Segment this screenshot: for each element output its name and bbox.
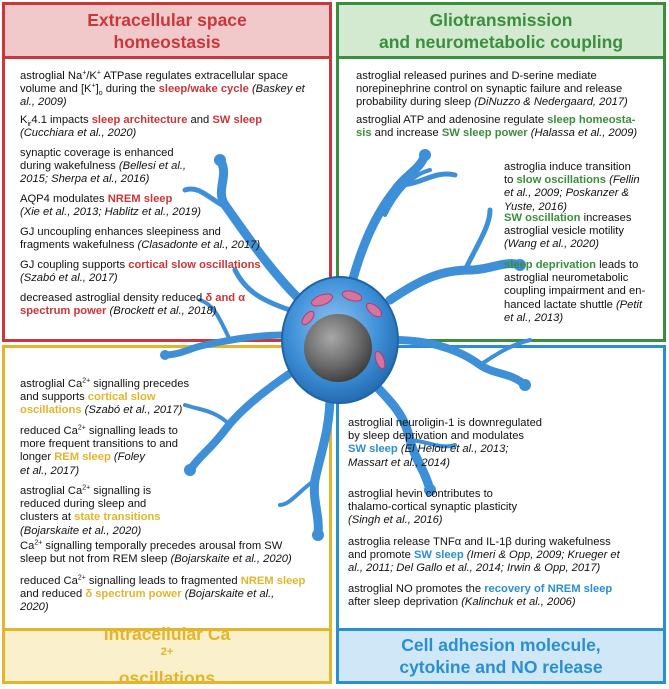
citation: 2015; Sherpa et al., 2016) — [20, 173, 150, 186]
entry-line — [20, 465, 178, 478]
finding-entry — [348, 488, 517, 528]
text-run: increases — [580, 212, 632, 224]
entry-line — [20, 96, 305, 109]
text-run: ATPase regulates extracellular space — [100, 70, 288, 82]
highlight-term: sleep deprivation — [504, 259, 597, 271]
finding-entry — [348, 417, 542, 470]
entry-line — [504, 238, 631, 251]
highlight-term: SW oscillation — [504, 212, 581, 224]
text-run: oscillations — [118, 668, 216, 688]
entry-line — [20, 378, 189, 391]
entry-line — [348, 443, 542, 456]
text-run: signalling temporally precedes arousal from SW — [42, 540, 283, 552]
entry-line — [20, 438, 178, 451]
entry-line — [504, 285, 645, 298]
finding-entry — [504, 161, 640, 214]
finding-entry — [20, 485, 161, 538]
entry-line — [356, 96, 628, 109]
entry-line — [20, 391, 189, 404]
finding-entry — [348, 536, 620, 576]
process — [480, 340, 530, 365]
entry-line — [20, 226, 260, 239]
citation: et al., 2017) — [20, 464, 80, 477]
text-run: 4.1 impacts — [31, 114, 92, 126]
citation: al., 2011; Del Gallo et al., 2014; Irwin & Opp, 2017) — [348, 562, 601, 575]
text-run: signalling leads to — [85, 425, 178, 437]
entry-line — [20, 173, 186, 186]
entry-line — [348, 562, 620, 575]
entry-line — [20, 292, 245, 305]
highlight-term: slow oscillations — [516, 174, 606, 187]
text-run: reduced during sleep and — [20, 498, 147, 511]
branch-tip — [312, 529, 324, 541]
entry-line — [504, 299, 645, 312]
text-run: sleep but not from REM sleep — [20, 553, 171, 566]
entry-line — [20, 601, 305, 614]
title-line: cytokine and NO release — [399, 657, 603, 677]
entry-line — [504, 225, 631, 238]
text-run: astroglial released purines and D-serine mediate — [356, 70, 597, 82]
entry-line — [356, 70, 628, 83]
finding-entry — [20, 147, 186, 187]
branch-tip — [160, 350, 170, 360]
entry-line — [20, 160, 186, 173]
entry-line — [348, 583, 612, 596]
citation: (Imeri & Opp, 2009; Krueger et — [466, 549, 620, 562]
entry-line — [20, 83, 305, 96]
text-run: astroglial Na — [20, 70, 83, 82]
finding-entry — [504, 259, 645, 325]
entry-line — [348, 514, 517, 527]
entry-line — [20, 206, 201, 219]
entry-line — [504, 272, 645, 285]
title-line: Cell adhesion molecule, — [401, 635, 601, 655]
process — [390, 264, 520, 300]
citation: et al., 2009; Poskanzer & — [504, 187, 630, 200]
citation: (Halassa et al., 2009) — [530, 127, 638, 140]
title-line: Extracellular space — [87, 9, 247, 30]
highlight-term: cortical slow — [87, 391, 156, 404]
entry-line — [348, 488, 517, 501]
highlight-term: recovery of NREM sleep — [484, 583, 613, 595]
finding-entry — [20, 70, 305, 110]
finding-entry — [20, 259, 261, 285]
entry-line — [348, 417, 542, 430]
text-run: GJ coupling supports — [20, 259, 129, 271]
text-run: clusters at — [20, 511, 75, 524]
text-run: astroglial vesicle motility — [504, 225, 624, 238]
text-run: ir — [27, 121, 32, 129]
title-line: and neurometabolic coupling — [378, 31, 624, 52]
process — [190, 370, 295, 470]
entry-line — [20, 575, 305, 588]
entry-line — [20, 239, 260, 252]
text-run: + — [82, 69, 87, 77]
finding-entry — [20, 575, 305, 615]
entry-line — [348, 457, 542, 470]
text-run: to — [504, 174, 517, 187]
citation: (Szabó et al., 2017) — [84, 404, 183, 417]
finding-entry — [356, 70, 628, 110]
citation: al., 2009) — [20, 96, 67, 109]
text-run: by sleep deprivation and modulates — [348, 430, 525, 443]
finding-entry — [356, 114, 637, 140]
highlight-term: oscillations — [20, 404, 82, 417]
citation: (Petit — [615, 298, 643, 311]
entry-line — [348, 430, 542, 443]
entry-line — [348, 549, 620, 562]
highlight-term: SW sleep — [413, 549, 464, 562]
process — [314, 395, 330, 535]
text-run: Ca — [20, 540, 35, 552]
title-line: Gliotransmission — [429, 9, 573, 30]
entry-line — [348, 536, 620, 549]
text-run: norepinephrine control on synaptic failure and release — [356, 83, 623, 96]
text-run: after sleep deprivation — [348, 596, 462, 609]
text-run: and reduced — [20, 588, 86, 601]
citation: Massart et al., 2014) — [348, 456, 450, 469]
highlight-term: spectrum power — [20, 305, 107, 318]
text-run: reduced Ca — [20, 575, 78, 587]
text-run: 2+ — [77, 574, 86, 582]
citation: (Bojarskaite et al., 2020) — [170, 553, 292, 566]
citation: (Clasadonte et al., 2017) — [137, 239, 261, 252]
text-run: leads to — [596, 259, 639, 271]
highlight-term: δ spectrum power — [85, 588, 182, 601]
text-run: AQP4 modulates — [20, 193, 108, 205]
text-run: volume and [K — [20, 83, 92, 96]
entry-line — [20, 70, 305, 83]
highlight-term: NREM sleep — [107, 193, 173, 205]
text-run: astroglial neurometabolic — [504, 272, 629, 285]
citation: Yuste, 2016) — [504, 200, 568, 213]
title-line: homeostasis — [113, 31, 221, 52]
citation: (Kalinchuk et al., 2006) — [461, 596, 576, 609]
entry-line — [20, 259, 261, 272]
text-run: and promote — [348, 549, 414, 562]
text-run: 2+ — [160, 646, 174, 659]
finding-entry — [20, 114, 262, 140]
text-run: and supports — [20, 391, 88, 404]
text-run: more frequent transitions to and — [20, 438, 178, 451]
citation: (Singh et al., 2016) — [348, 514, 443, 527]
text-run: during the — [102, 83, 159, 96]
entry-line — [504, 161, 640, 174]
citation: 2020) — [20, 601, 49, 614]
highlight-term: sleep architecture — [91, 114, 188, 126]
text-run: decreased astroglial density reduced — [20, 292, 206, 304]
entry-line — [20, 193, 201, 206]
finding-entry — [20, 425, 178, 478]
citation: (Fellin — [609, 174, 640, 187]
text-run: GJ uncoupling enhances sleepiness and — [20, 226, 221, 238]
entry-line — [20, 485, 161, 498]
text-run: astroglial Ca — [20, 485, 83, 497]
entry-line — [356, 127, 637, 140]
branch-tip — [519, 379, 531, 391]
text-run: during wakefulness — [20, 160, 119, 173]
finding-entry — [20, 193, 201, 219]
process — [465, 210, 490, 270]
citation: (Cucchiara et al., 2020) — [20, 127, 137, 140]
highlight-term: REM sleep — [54, 451, 111, 464]
entry-line — [20, 425, 178, 438]
text-run: reduced Ca — [20, 425, 78, 437]
text-run: astroglia release TNFα and IL-1β during wakefulness — [348, 536, 611, 548]
text-run: and — [187, 114, 213, 126]
entry-line — [20, 511, 161, 524]
entry-line — [20, 498, 161, 511]
text-run: K — [20, 114, 28, 126]
entry-line — [20, 305, 245, 318]
text-run: and increase — [371, 127, 442, 140]
citation: (Xie et al., 2013; Hablitz et al., 2019) — [20, 206, 201, 219]
entry-line — [20, 404, 189, 417]
entry-line — [20, 451, 178, 464]
entry-line — [348, 596, 612, 609]
citation: (DiNuzzo & Nedergaard, 2017) — [474, 96, 628, 109]
entry-line — [504, 187, 640, 200]
text-run: astroglial Ca — [20, 378, 83, 390]
citation: (Baskey et — [251, 83, 305, 96]
finding-entry — [20, 226, 260, 252]
text-run: o — [98, 90, 103, 98]
text-run: synaptic coverage is enhanced — [20, 147, 174, 159]
text-run: astroglial neuroligin-1 is downregulated — [348, 417, 543, 429]
highlight-term: SW sleep — [348, 443, 398, 456]
finding-entry — [20, 378, 189, 418]
citation: (Szabó et al., 2017) — [20, 272, 118, 285]
finding-entry — [20, 540, 292, 566]
text-run: + — [91, 82, 96, 90]
entry-line — [20, 114, 262, 127]
highlight-term: NREM sleep — [240, 575, 306, 587]
entry-line — [356, 114, 637, 127]
text-run: 2+ — [34, 539, 43, 547]
highlight-term: state transitions — [74, 511, 161, 524]
text-run: longer — [20, 451, 55, 464]
text-run: astroglial NO promotes the — [348, 583, 485, 595]
text-run: probability during sleep — [356, 96, 475, 109]
text-run: ] — [95, 83, 99, 96]
entry-line — [356, 83, 628, 96]
citation: (Brockett et al., 2018) — [109, 305, 217, 318]
text-run: astroglial hevin contributes to — [348, 488, 493, 500]
finding-entry — [348, 583, 612, 609]
entry-line — [504, 174, 640, 187]
entry-line — [20, 127, 262, 140]
text-run: /K — [86, 70, 97, 82]
text-run: signalling precedes — [90, 378, 190, 390]
text-run: signalling leads to fragmented — [85, 575, 241, 587]
process — [185, 405, 230, 425]
text-run: astroglial ATP and adenosine regulate — [356, 114, 548, 126]
branch-tip — [419, 149, 431, 161]
finding-entry — [504, 212, 631, 252]
entry-line — [20, 540, 292, 553]
text-run: thalamo-cortical synaptic plasticity — [348, 501, 518, 514]
citation: (Bellesi et al., — [118, 160, 187, 173]
highlight-term: SW sleep — [212, 114, 263, 126]
highlight-term: SW sleep power — [441, 127, 528, 140]
entry-line — [504, 212, 631, 225]
highlight-term: sis — [356, 127, 372, 140]
citation: (Bojarskaite et al., — [184, 588, 275, 601]
entry-line — [348, 501, 517, 514]
highlight-term: cortical slow oscillations — [128, 259, 261, 271]
branch-tip — [184, 464, 196, 476]
branch-tip — [214, 154, 226, 166]
citation: (El Helou et al., 2013; — [400, 443, 509, 456]
process — [280, 480, 315, 505]
process — [165, 335, 285, 355]
text-run: coupling impairment and en- — [504, 285, 646, 298]
nucleus — [304, 314, 372, 382]
text-run: 2+ — [77, 424, 86, 432]
citation: (Wang et al., 2020) — [504, 238, 599, 251]
process — [395, 340, 525, 385]
entry-line — [20, 525, 161, 538]
entry-line — [20, 147, 186, 160]
text-run: + — [96, 69, 101, 77]
entry-line — [504, 259, 645, 272]
finding-entry — [20, 292, 245, 318]
highlight-term: sleep homeosta- — [547, 114, 636, 126]
text-run: fragments wakefulness — [20, 239, 138, 252]
text-run: Intracellular Ca — [103, 624, 231, 644]
process — [350, 155, 425, 290]
entry-line — [20, 588, 305, 601]
citation: et al., 2013) — [504, 311, 564, 324]
entry-line — [20, 553, 292, 566]
citation: (Bojarskaite et al., 2020) — [20, 524, 142, 537]
text-run: 2+ — [82, 377, 91, 385]
highlight-term: sleep/wake cycle — [158, 83, 249, 96]
text-run: hanced lactate shuttle — [504, 298, 616, 311]
entry-line — [504, 312, 645, 325]
entry-line — [20, 272, 261, 285]
highlight-term: δ and α — [205, 292, 246, 304]
text-run: 2+ — [82, 484, 91, 492]
text-run: astroglia induce transition — [504, 161, 631, 173]
text-run: signalling is — [90, 485, 152, 497]
citation: (Foley — [113, 451, 145, 464]
